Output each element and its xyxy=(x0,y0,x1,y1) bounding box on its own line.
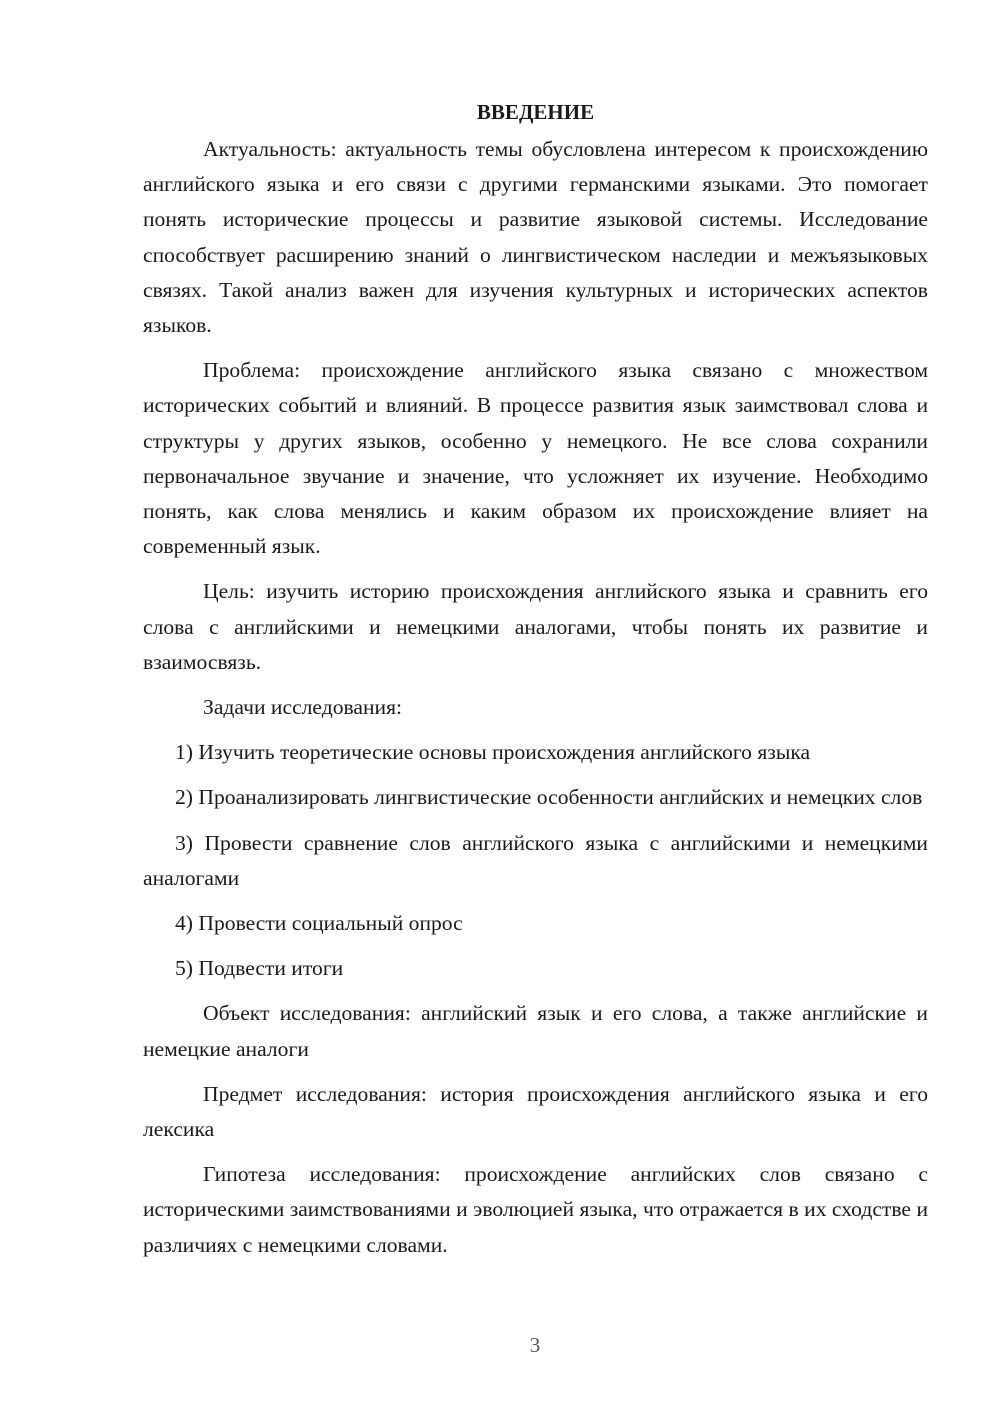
paragraph-problem: Проблема: происхождение английского языка связано с множеством исторических событий и влияний. В процессе развития язык заимствовал слова и структуры у других языков, особенно у немецкого. Не все слова сохранили первоначальное звучание и значение, что усложняет их изучение. Необходимо понять, как слова менялись и каким образом их происхождение влияет на современный язык. xyxy=(143,358,928,559)
task-item: 1) Изучить теоретические основы происхождения английского языка xyxy=(175,740,811,765)
document-page xyxy=(143,96,928,1273)
tasks-heading: Задачи исследования: xyxy=(203,695,403,720)
task-item: 5) Подвести итоги xyxy=(175,956,344,981)
paragraph-subject: Предмет исследования: история происхождения английского языка и его лексика xyxy=(143,1081,928,1142)
paragraph-hypothesis: Гипотеза исследования: происхождение английских слов связано с историческими заимствованиями и эволюцией языка, что отражается в их сходстве и различиях с немецкими словами. xyxy=(143,1162,928,1257)
task-item: 2) Проанализировать лингвистические особенности английских и немецких слов xyxy=(175,785,923,810)
page-number: 3 xyxy=(529,1333,541,1357)
paragraph-object: Объект исследования: английский язык и его слова, а также английские и немецкие аналоги xyxy=(143,1001,928,1061)
page-title: ВВЕДЕНИЕ xyxy=(476,100,595,124)
task-item: 3) Провести сравнение слов английского языка с английскими и немецкими аналогами xyxy=(143,830,928,890)
paragraph-relevance: Актуальность: актуальность темы обусловлена интересом к происхождению английского языка и его связи с другими германскими языками. Это помогает понять исторические процессы и развитие языковой системы. Исследование способствует расширению знаний о лингвистическом наследии и межъязыковых связях. Такой анализ важен для изучения культурных и исторических аспектов языков. xyxy=(143,137,928,338)
paragraph-goal: Цель: изучить историю происхождения английского языка и сравнить его слова с английскими и немецкими аналогами, чтобы понять их развитие и взаимосвязь. xyxy=(143,579,928,674)
task-item: 4) Провести социальный опрос xyxy=(175,911,463,936)
